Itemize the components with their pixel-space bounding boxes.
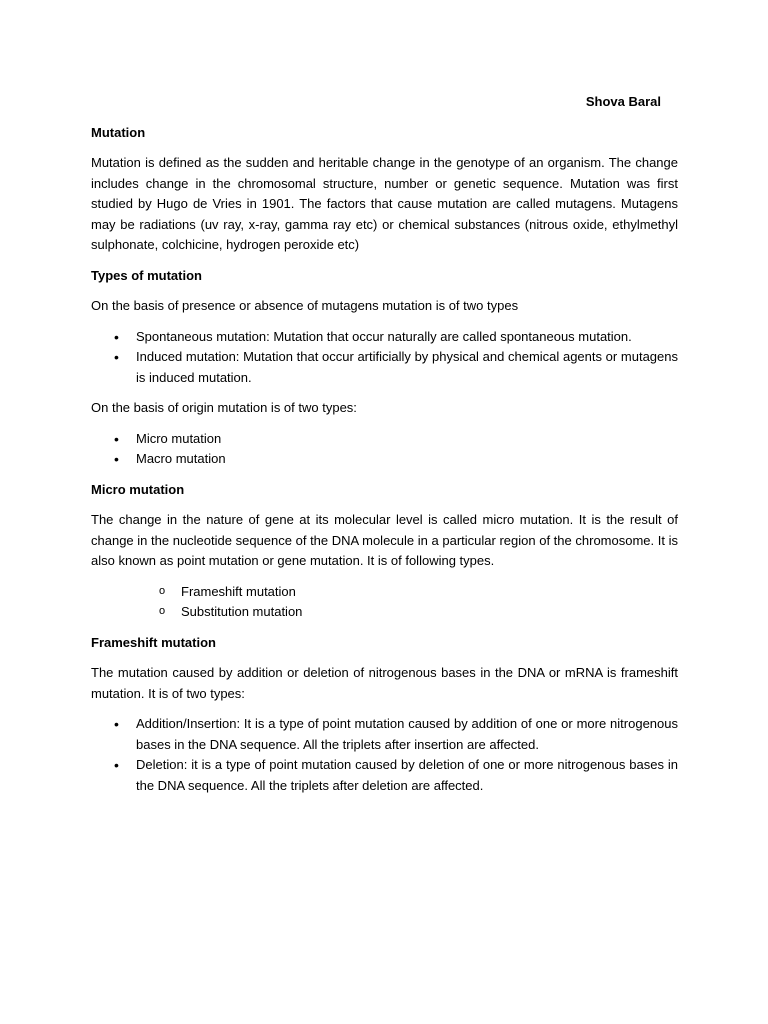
list-item-deletion: • Deletion: it is a type of point mutation caused by deletion of one or more nitrogenous bases in the DNA sequence. All the triplets after deletion are affected. bbox=[91, 755, 678, 796]
frameshift-types-list bbox=[91, 714, 678, 796]
list-item-micro: • Micro mutation bbox=[91, 429, 678, 450]
document-body bbox=[91, 92, 678, 806]
paragraph-frameshift: The mutation caused by addition or deletion of nitrogenous bases in the DNA or mRNA is frameshift mutation. It is of two types: bbox=[91, 665, 678, 701]
origin-types-list bbox=[91, 429, 678, 470]
paragraph-mutation-definition: Mutation is defined as the sudden and heritable change in the genotype of an organism. The change includes change in the chromosomal structure, number or genetic sequence. Mutation was first studied by Hugo de Vries in 1901. The factors that cause mutation are called mutagens. Mutagens may be radiations (uv ray, x-ray, gamma ray etc) or chemical substances (nitrous oxide, ethylmethyl sulphonate, colchicine, hydrogen peroxide etc) bbox=[91, 155, 678, 252]
author-name: Shova Baral bbox=[585, 94, 661, 109]
paragraph-presence-intro: On the basis of presence or absence of mutagens mutation is of two types bbox=[91, 298, 519, 313]
list-item-spontaneous: • Spontaneous mutation: Mutation that occur naturally are called spontaneous mutation. bbox=[91, 327, 678, 348]
heading-frameshift-mutation: Frameshift mutation bbox=[91, 634, 216, 650]
paragraph-micro-mutation: The change in the nature of gene at its molecular level is called micro mutation. It is the result of change in the nucleotide sequence of the DNA molecule in a particular region of the chromosome. It is also known as point mutation or gene mutation. It is of following types. bbox=[91, 512, 678, 568]
list-item-macro: • Macro mutation bbox=[91, 449, 678, 470]
list-item-substitution: o Substitution mutation bbox=[91, 602, 678, 623]
heading-micro-mutation: Micro mutation bbox=[91, 481, 185, 497]
presence-types-list bbox=[91, 327, 678, 389]
heading-mutation: Mutation bbox=[91, 124, 146, 140]
heading-types-of-mutation: Types of mutation bbox=[91, 267, 202, 283]
list-item-frameshift: o Frameshift mutation bbox=[91, 582, 678, 603]
micro-types-list bbox=[91, 582, 678, 623]
paragraph-origin-intro: On the basis of origin mutation is of two types: bbox=[91, 400, 357, 415]
list-item-induced: • Induced mutation: Mutation that occur artificially by physical and chemical agents or mutagens is induced mutation. bbox=[91, 347, 678, 388]
list-item-addition-insertion: • Addition/Insertion: It is a type of point mutation caused by addition of one or more nitrogenous bases in the DNA sequence. All the triplets after insertion are affected. bbox=[91, 714, 678, 755]
